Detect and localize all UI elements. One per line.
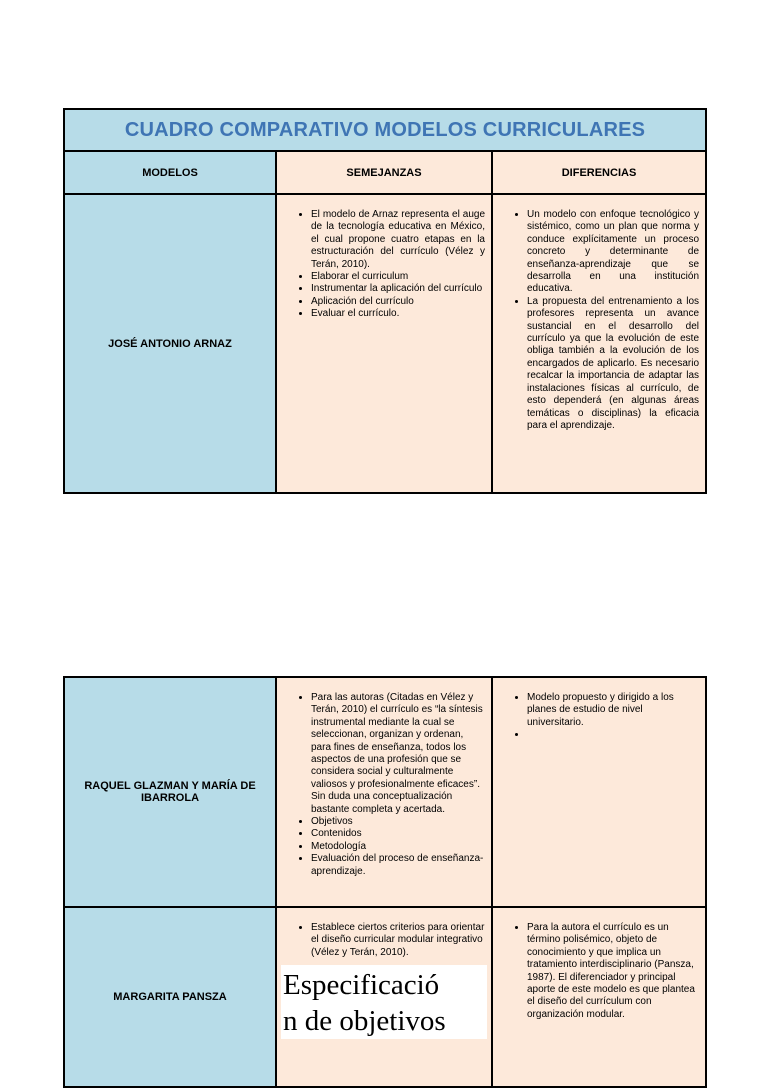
header-modelos: MODELOS bbox=[64, 151, 276, 194]
table-title: CUADRO COMPARATIVO MODELOS CURRICULARES bbox=[64, 109, 706, 151]
list-item: • Contenidos bbox=[311, 828, 485, 840]
list-item: • Establece ciertos criterios para orientar el diseño curricular modular integrativo (Vélez y Terán, 2010). bbox=[311, 922, 485, 959]
large-text-block bbox=[281, 965, 487, 1039]
list-item: • La propuesta del entrenamiento a los profesores representa un avance sustancial en el desarrollo del currículo ya que la evolución de este obliga también a la evolución de los encargados de aplicarlo. Es necesario recalcar la importancia de adaptar las instalaciones físicas al currículo, de esto dependerá (en algunas áreas temáticas o disciplinas) la eficacia para el aprendizaje. bbox=[527, 296, 699, 432]
list-item: • Instrumentar la aplicación del currículo bbox=[311, 283, 485, 295]
large-text-line: Especificació bbox=[283, 969, 440, 1002]
list-item: • El modelo de Arnaz representa el auge de la tecnología educativa en México, el cual propone cuatro etapas en la estructuración del currículo (Vélez y Terán, 2010). bbox=[311, 209, 485, 271]
diferencias-cell-pansza bbox=[492, 907, 706, 1087]
list-item: • Un modelo con enfoque tecnológico y sistémico, como un plan que norma y conduce explícitamente un proceso concreto y determinante de enseñanza-aprendizaje que se desarrolla en una institución educativa. bbox=[527, 209, 699, 296]
list-item: • Para las autoras (Citadas en Vélez y Terán, 2010) el currículo es “la síntesis instrumental mediante la cual se seleccionan, organizan y ordenan, para fines de enseñanza, todos los aspectos de una profesión que se considera social y culturalmente valiosos y profesionalmente eficaces”. Sin duda una conceptualización bastante completa y acertada. bbox=[311, 692, 485, 816]
header-semejanzas: SEMEJANZAS bbox=[276, 151, 492, 194]
comparison-table bbox=[63, 108, 707, 494]
list-item: • Objetivos bbox=[311, 816, 485, 828]
diferencias-cell-arnaz bbox=[492, 194, 706, 493]
semejanzas-cell-arnaz bbox=[276, 194, 492, 493]
list-item: • Aplicación del currículo bbox=[311, 296, 485, 308]
list-item bbox=[527, 729, 699, 741]
list-item: • Metodología bbox=[311, 841, 485, 853]
semejanzas-cell-pansza bbox=[276, 907, 492, 1087]
list-item: • Modelo propuesto y dirigido a los planes de estudio de nivel universitario. bbox=[527, 692, 699, 729]
semejanzas-cell-glazman bbox=[276, 677, 492, 907]
model-name-arnaz: JOSÉ ANTONIO ARNAZ bbox=[64, 194, 276, 493]
list-item: • Para la autora el currículo es un término polisémico, objeto de conocimiento y que implica un tratamiento interdisciplinario (Pansza, 1987). El diferenciador y principal aporte de este modelo es que plantea el diseño del currículum con organización modular. bbox=[527, 922, 699, 1021]
list-item: • Evaluar el currículo. bbox=[311, 308, 485, 320]
model-name-pansza: MARGARITA PANSZA bbox=[64, 907, 276, 1087]
header-diferencias: DIFERENCIAS bbox=[492, 151, 706, 194]
diferencias-cell-glazman bbox=[492, 677, 706, 907]
large-text-line: n de objetivos bbox=[283, 1005, 446, 1038]
list-item: • Elaborar el curriculum bbox=[311, 271, 485, 283]
list-item: • Evaluación del proceso de enseñanza-aprendizaje. bbox=[311, 853, 485, 878]
comparison-table-continued bbox=[63, 676, 707, 1088]
model-name-glazman-ibarrola: RAQUEL GLAZMAN Y MARÍA DE IBARROLA bbox=[64, 677, 276, 907]
